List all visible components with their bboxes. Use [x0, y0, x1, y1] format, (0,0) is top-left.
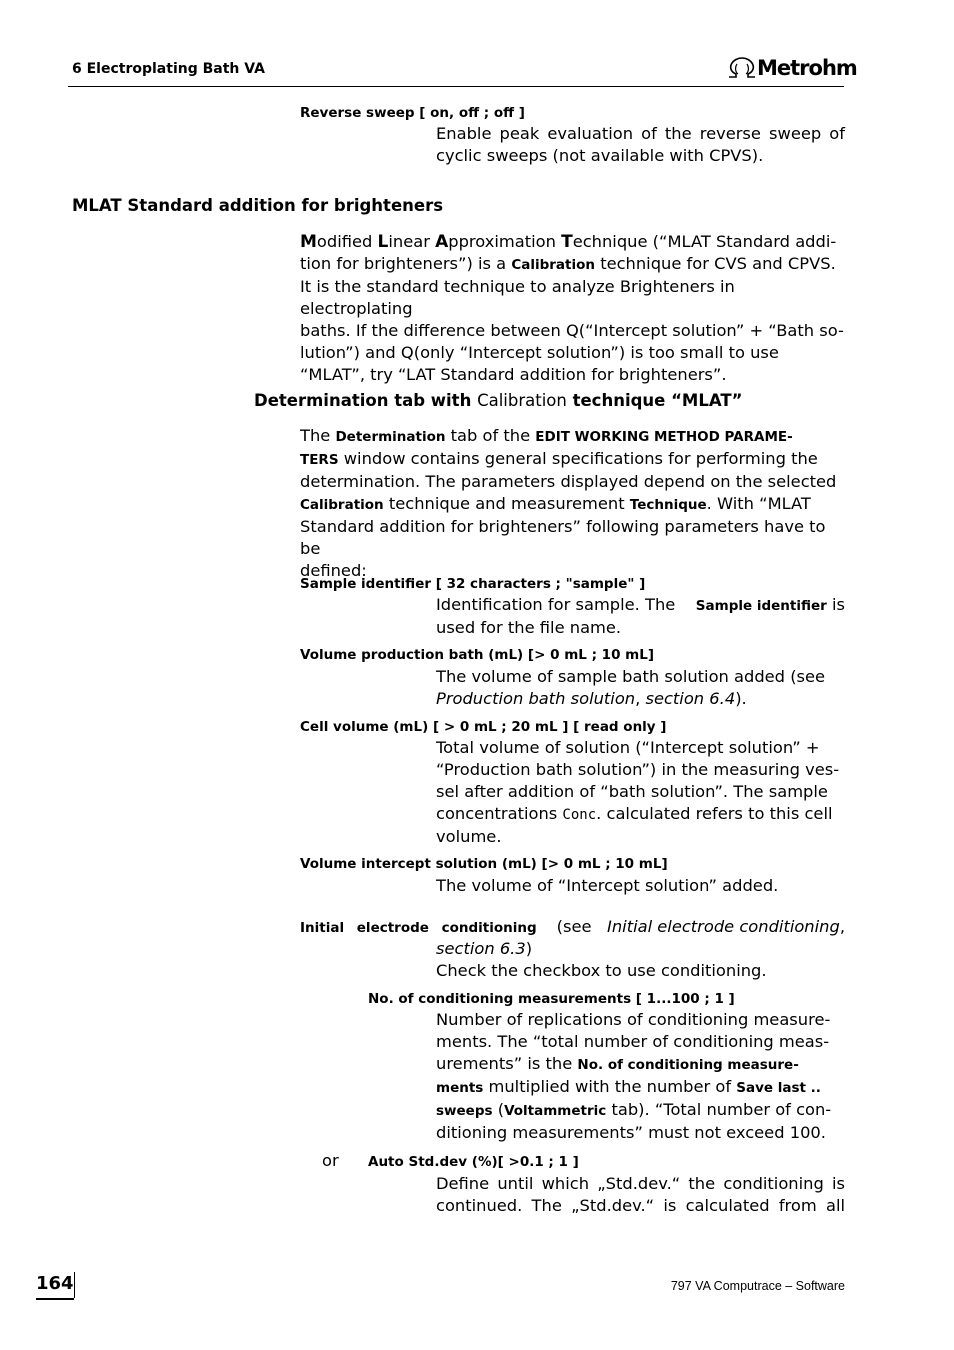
det-line-3: determination. The parameters displayed depend on the selected [300, 472, 837, 491]
chapter-header: 6 Electroplating Bath VA [72, 61, 265, 77]
init-cond-line: Initial electrode conditioning (see Initial electrode conditioning, [300, 917, 845, 936]
vol-prod-line-1: The volume of sample bath solution added (see [436, 667, 826, 686]
intro-line-1: Modified Linear Approximation Technique (“MLAT Standard addi- [300, 232, 837, 252]
num-cond-line-5: sweeps (Voltammetric tab). “Total number of con- [436, 1100, 832, 1119]
num-cond-line-2: ments. The “total number of conditioning meas- [436, 1032, 830, 1051]
intro-line-2: tion for brighteners”) is a Calibration technique for CVS and CPVS. [300, 254, 836, 273]
page-number-rule [36, 1298, 74, 1300]
det-line-6: defined: [300, 561, 367, 580]
intro-paragraph [300, 231, 845, 386]
volume-production-label: Volume production bath (mL) [> 0 mL ; 10 mL] [300, 647, 654, 663]
num-cond-line-1: Number of replications of conditioning measure- [436, 1010, 831, 1029]
initial-conditioning-desc [436, 938, 845, 982]
det-line-2: TERS window contains general specifications for performing the [300, 449, 818, 468]
determination-paragraph [300, 425, 845, 582]
intro-line-4: baths. If the difference between Q(“Intercept solution” + “Bath so- [300, 321, 844, 340]
intro-line-6: “MLAT”, try “LAT Standard addition for brighteners”. [300, 365, 727, 384]
brand-name: Metrohm [757, 56, 857, 80]
num-conditioning-desc [436, 1009, 845, 1144]
intro-line-5: lution”) and Q(only “Intercept solution”) is too small to use [300, 343, 779, 362]
num-cond-line-4: ments multiplied with the number of Save last .. [436, 1077, 821, 1096]
volume-intercept-desc: The volume of “Intercept solution” added. [436, 876, 779, 895]
header-rule [68, 86, 844, 87]
sample-identifier-desc [436, 594, 845, 639]
or-word: or [322, 1151, 339, 1170]
volume-intercept-label: Volume intercept solution (mL) [> 0 mL ; 10 mL] [300, 856, 668, 872]
det-line-1: The Determination tab of the EDIT WORKING METHOD PARAME- [300, 426, 793, 445]
det-line-5: Standard addition for brighteners” following parameters have to be [300, 517, 826, 558]
num-cond-line-6: ditioning measurements” must not exceed 100. [436, 1123, 826, 1142]
det-line-4: Calibration technique and measurement Technique. With “MLAT [300, 494, 811, 513]
cell-volume-desc [436, 737, 845, 848]
section-title: MLAT Standard addition for brighteners [72, 196, 444, 215]
sample-id-line-1: Identification for sample. The Sample identifier is [436, 595, 845, 614]
omega-icon [727, 57, 757, 79]
product-name: 797 VA Computrace – Software [670, 1279, 845, 1293]
sample-id-line-2: used for the file name. [436, 618, 622, 637]
auto-std-line-1: Define until which „Std.dev.“ the conditioning is [436, 1174, 845, 1193]
auto-stddev-desc [436, 1173, 845, 1217]
auto-std-line-2: continued. The „Std.dev.“ is calculated from all [436, 1196, 845, 1215]
init-cond-line-3: Check the checkbox to use conditioning. [436, 961, 767, 980]
sample-identifier-label: Sample identifier [ 32 characters ; "sample" ] [300, 576, 646, 592]
cell-vol-line-5: volume. [436, 827, 502, 846]
vol-prod-line-2: Production bath solution, section 6.4). [436, 689, 747, 708]
metrohm-logo [727, 56, 857, 80]
intro-line-3: It is the standard technique to analyze Brighteners in electroplating [300, 277, 735, 318]
page-number: 164 [36, 1273, 74, 1294]
cell-vol-line-3: sel after addition of “bath solution”. The sample [436, 782, 828, 801]
volume-production-desc [436, 666, 845, 710]
cell-vol-line-2: “Production bath solution”) in the measuring ves- [436, 760, 840, 779]
cell-vol-line-4: concentrations Conc. calculated refers to this cell [436, 804, 833, 823]
initial-conditioning-line-1 [300, 916, 845, 939]
auto-stddev-label: Auto Std.dev (%)[ >0.1 ; 1 ] [368, 1154, 579, 1170]
num-cond-line-3: urements” is the No. of conditioning measure- [436, 1054, 799, 1073]
num-conditioning-label: No. of conditioning measurements [ 1...100 ; 1 ] [368, 991, 735, 1007]
subsection-title: Determination tab with Calibration technique “MLAT” [254, 391, 743, 410]
init-cond-line-2: section 6.3) [436, 939, 533, 958]
cell-vol-line-1: Total volume of solution (“Intercept solution” + [436, 738, 820, 757]
cell-volume-label: Cell volume (mL) [ > 0 mL ; 20 mL ] [ read only ] [300, 719, 667, 735]
reverse-sweep-label: Reverse sweep [ on, off ; off ] [300, 105, 525, 121]
reverse-sweep-desc: Enable peak evaluation of the reverse sweep of cyclic sweeps (not available with CPVS). [436, 124, 845, 165]
